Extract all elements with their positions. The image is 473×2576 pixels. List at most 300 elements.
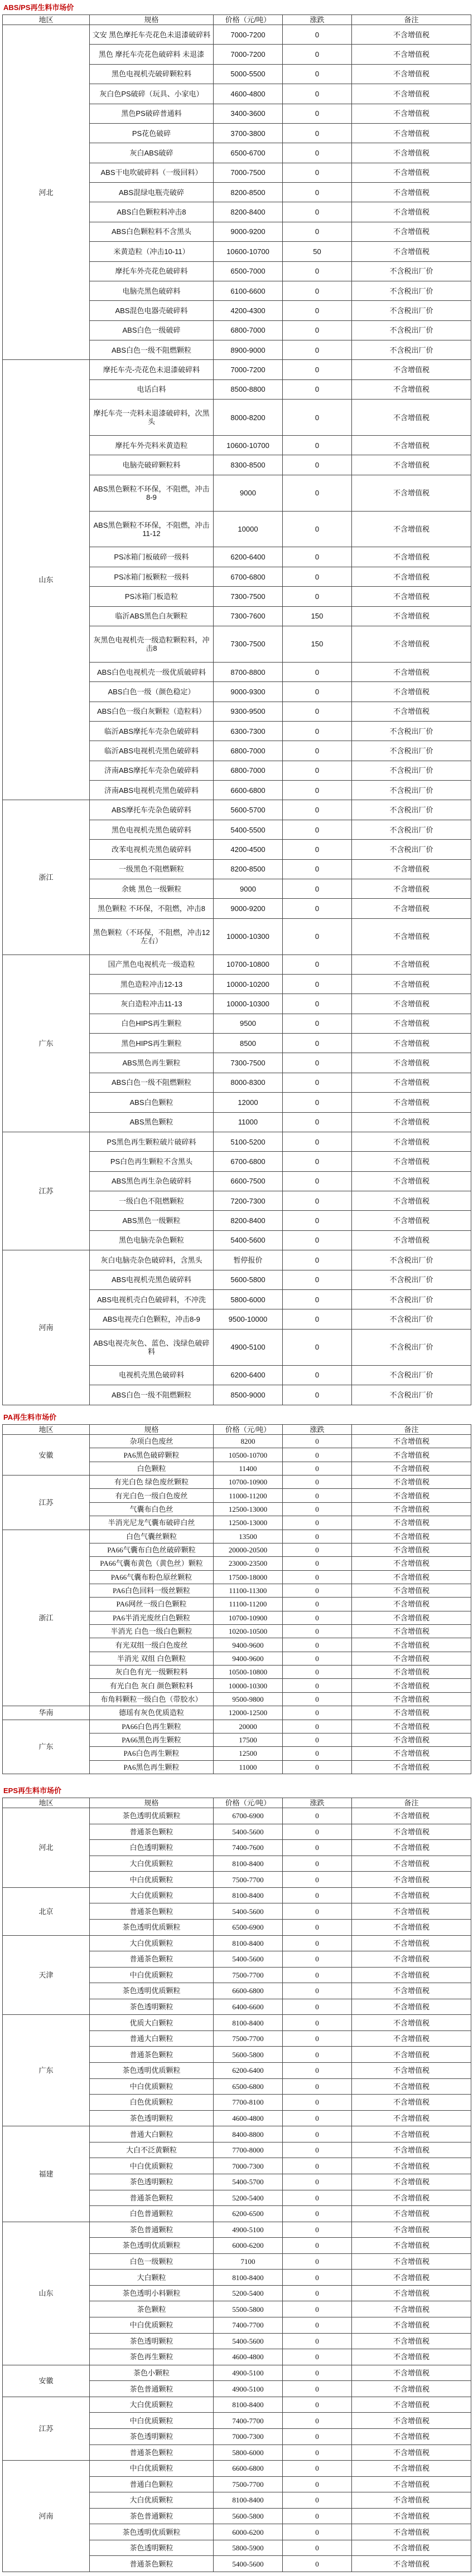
change-cell: 0 (283, 1935, 352, 1951)
note-cell: 不含增值税 (352, 2524, 471, 2540)
change-cell: 0 (283, 1385, 352, 1405)
note-cell: 不含增值税 (352, 1489, 471, 1502)
note-cell: 不含增值税 (352, 2476, 471, 2492)
change-cell: 0 (283, 1309, 352, 1329)
spec-cell: 茶色透明颗粒 (90, 2174, 214, 2190)
spec-cell: 普通茶色颗粒 (90, 1824, 214, 1840)
change-cell: 0 (283, 2524, 352, 2540)
price-cell: 8100-8400 (214, 2270, 283, 2286)
spec-cell: ABS白色一级破碎 (90, 320, 214, 340)
spec-cell: 米黄造粒（冲击10-11） (90, 242, 214, 261)
spec-cell: 改苯电视机壳黑色破碎料 (90, 840, 214, 859)
spec-cell: 茶色透明优质颗粒 (90, 1983, 214, 1999)
price-cell: 7300-7600 (214, 606, 283, 626)
price-cell: 9000 (214, 475, 283, 511)
table-row (3, 800, 471, 820)
change-cell: 0 (283, 104, 352, 123)
spec-cell: ABS白色一级不阻燃颗粒 (90, 1385, 214, 1405)
region-cell: 广东 (3, 2015, 90, 2126)
spec-cell: 普通白色颗粒 (90, 2476, 214, 2492)
change-cell: 0 (283, 1250, 352, 1270)
table-row (3, 955, 471, 974)
spec-cell: 摩托车外壳料米黄造粒 (90, 435, 214, 455)
spec-cell: ABS白色一级白灰颗粒（造粒料） (90, 702, 214, 721)
spec-cell: ABS白色电视机壳一级优质破碎料 (90, 662, 214, 681)
region-cell: 广东 (3, 955, 90, 1132)
note-cell: 不含增值税 (352, 84, 471, 104)
change-cell: 0 (283, 994, 352, 1014)
price-cell: 9500-9800 (214, 1692, 283, 1706)
price-cell: 9400-9600 (214, 1638, 283, 1652)
price-cell: 6500-6700 (214, 143, 283, 163)
spec-cell: 临沂ABS黑色白灰颗粒 (90, 606, 214, 626)
note-cell: 不含增值税 (352, 1112, 471, 1132)
spec-cell: ABS混绿电瓶壳破碎 (90, 183, 214, 202)
note-cell: 不含增值税 (352, 511, 471, 547)
spec-cell: ABS电视机壳白色破碎料，不冲洗 (90, 1289, 214, 1309)
note-cell: 不含增值税 (352, 435, 471, 455)
section-title: PA再生料市场价 (3, 1413, 57, 1421)
change-cell: 0 (283, 25, 352, 45)
price-cell: 20000-20500 (214, 1543, 283, 1556)
change-cell: 0 (283, 1679, 352, 1692)
spec-cell: 白色一级颗粒 (90, 2253, 214, 2270)
note-cell: 不含增值税 (352, 202, 471, 222)
table-row (3, 2126, 471, 2142)
price-cell: 10200-10500 (214, 1625, 283, 1638)
table-row (3, 360, 471, 379)
note-cell: 不含增值税 (352, 1530, 471, 1543)
table-row (3, 1706, 471, 1720)
note-cell: 不含增值税 (352, 1983, 471, 1999)
spec-cell: 国产黑色电视机壳一级造粒 (90, 955, 214, 974)
note-cell: 不含税出厂价 (352, 281, 471, 300)
note-cell: 不含增值税 (352, 400, 471, 436)
price-cell: 7500-7700 (214, 1872, 283, 1888)
note-cell: 不含税出厂价 (352, 741, 471, 761)
spec-cell: 临沂ABS电视机壳黑色破碎料 (90, 741, 214, 761)
spec-cell: 白色普通颗粒 (90, 2206, 214, 2222)
note-cell: 不含增值税 (352, 379, 471, 399)
spec-cell: 灰白色PS破碎（玩具、小家电） (90, 84, 214, 104)
spec-cell: PA66白色再生颗粒 (90, 1720, 214, 1733)
price-cell: 6200-6400 (214, 2063, 283, 2079)
note-cell: 不含增值税 (352, 1999, 471, 2015)
price-cell: 6500-6800 (214, 2078, 283, 2095)
spec-cell: 大白优质颗粒 (90, 2397, 214, 2413)
spec-cell: 普通茶色颗粒 (90, 2444, 214, 2461)
change-cell: 0 (283, 1611, 352, 1624)
spec-cell: ABS白色一级不阻燃颗粒 (90, 1073, 214, 1092)
price-cell: 5800-6000 (214, 1289, 283, 1309)
change-cell: 0 (283, 1666, 352, 1679)
note-cell: 不含增值税 (352, 1570, 471, 1584)
change-cell: 0 (283, 1329, 352, 1365)
note-cell: 不含增值税 (352, 104, 471, 123)
price-header: 价格（元/吨） (214, 1425, 283, 1435)
table-body (3, 1435, 471, 1774)
change-cell: 0 (283, 820, 352, 839)
note-cell: 不含增值税 (352, 587, 471, 606)
change-cell: 0 (283, 2063, 352, 2079)
spec-cell: PA6半消光废丝白色颗粒 (90, 1611, 214, 1624)
table-row (3, 1250, 471, 1270)
region-cell: 河北 (3, 25, 90, 360)
price-cell: 6700-6800 (214, 567, 283, 586)
spec-cell: 茶色透明颗粒 (90, 2540, 214, 2556)
change-cell: 0 (283, 1448, 352, 1462)
price-cell: 暂停报价 (214, 1250, 283, 1270)
price-cell: 7500-7700 (214, 2476, 283, 2492)
spec-cell: 灰黑色电视机壳一级造粒颗粒料，冲击8 (90, 626, 214, 662)
price-cell: 6800-7000 (214, 761, 283, 780)
spec-cell: ABS白色颗粒 (90, 1093, 214, 1112)
note-cell: 不含增值税 (352, 1171, 471, 1191)
price-cell: 9500-10000 (214, 1309, 283, 1329)
spec-cell: PA6网丝一级白色颗粒 (90, 1598, 214, 1611)
spec-cell: 茶色透明优质颗粒 (90, 2524, 214, 2540)
note-cell: 不含增值税 (352, 1903, 471, 1920)
table-row (3, 2365, 471, 2381)
note-cell: 不含增值税 (352, 163, 471, 182)
note-cell: 不含增值税 (352, 2556, 471, 2572)
abs-ps-price-table (2, 14, 471, 1405)
spec-cell: PA66气囊布粉色原丝颗粒 (90, 1570, 214, 1584)
region-header: 地区 (3, 1798, 90, 1808)
spec-cell: ABS黑色再生杂色破碎料 (90, 1171, 214, 1191)
spec-cell: 黑色造粒冲击12-13 (90, 974, 214, 994)
table-body (3, 1808, 471, 2572)
price-cell: 8400-8800 (214, 2126, 283, 2142)
table-row (3, 25, 471, 45)
change-cell: 0 (283, 1808, 352, 1824)
price-cell: 8500 (214, 1034, 283, 1053)
table-row (3, 1720, 471, 1733)
change-cell: 0 (283, 455, 352, 475)
change-cell: 0 (283, 261, 352, 281)
note-cell: 不含税出厂价 (352, 761, 471, 780)
change-cell: 0 (283, 1132, 352, 1151)
price-cell: 8200-8400 (214, 1211, 283, 1230)
price-cell: 7000-7200 (214, 360, 283, 379)
table-row (3, 1808, 471, 1824)
price-cell: 6600-6800 (214, 1983, 283, 1999)
spec-cell: 有光白色 灰白 颜色颗粒料 (90, 1679, 214, 1692)
price-cell: 5600-5800 (214, 2047, 283, 2063)
region-cell: 浙江 (3, 800, 90, 955)
change-cell: 0 (283, 1112, 352, 1132)
spec-cell: PS冰箱门板颗粒一级料 (90, 567, 214, 586)
note-cell: 不含增值税 (352, 1720, 471, 1733)
price-cell: 4900-5100 (214, 1329, 283, 1365)
price-cell: 7300-7500 (214, 587, 283, 606)
change-cell: 0 (283, 1034, 352, 1053)
region-cell: 安徽 (3, 1435, 90, 1476)
change-cell: 0 (283, 435, 352, 455)
spec-cell: 白色气囊丝颗粒 (90, 1530, 214, 1543)
region-header: 地区 (3, 15, 90, 25)
change-cell: 0 (283, 2047, 352, 2063)
note-cell: 不含增值税 (352, 2063, 471, 2079)
spec-cell: ABS黑色颗粒不环保，不阻燃，冲击8-9 (90, 475, 214, 511)
note-cell: 不含增值税 (352, 2030, 471, 2047)
note-cell: 不含增值税 (352, 2015, 471, 2031)
spec-cell: 半消光尼龙气囊布破碎白丝 (90, 1516, 214, 1530)
price-cell: 4900-5100 (214, 2365, 283, 2381)
table-row (3, 1530, 471, 1543)
spec-cell: 灰白色有光一级颗粒料 (90, 1666, 214, 1679)
spec-cell: 普通茶色颗粒 (90, 1951, 214, 1968)
price-cell: 7200-7300 (214, 1191, 283, 1211)
note-cell: 不含增值税 (352, 2222, 471, 2238)
price-cell: 5600-5800 (214, 2508, 283, 2524)
spec-cell: ABS白色一级不阻燃颗粒 (90, 340, 214, 360)
change-cell: 0 (283, 879, 352, 898)
price-cell: 5600-5700 (214, 800, 283, 820)
change-cell: 0 (283, 1967, 352, 1983)
change-cell: 0 (283, 721, 352, 741)
note-cell: 不含增值税 (352, 222, 471, 241)
table-header (3, 1425, 471, 1435)
change-cell: 0 (283, 899, 352, 918)
table-row (3, 1935, 471, 1951)
eps-price-section (2, 1785, 471, 2572)
spec-cell: PS冰箱门板造粒 (90, 587, 214, 606)
change-cell: 0 (283, 1999, 352, 2015)
change-cell: 150 (283, 606, 352, 626)
price-cell: 11000-11200 (214, 1489, 283, 1502)
spec-cell: 有光白色 绿色废丝颗粒 (90, 1476, 214, 1489)
price-cell: 11000 (214, 1760, 283, 1774)
spec-cell: 大白优质颗粒 (90, 2492, 214, 2509)
price-cell: 10700-10800 (214, 955, 283, 974)
change-cell: 0 (283, 202, 352, 222)
change-cell: 0 (283, 340, 352, 360)
price-cell: 3400-3600 (214, 104, 283, 123)
note-cell: 不含增值税 (352, 25, 471, 45)
change-cell: 0 (283, 1760, 352, 1774)
note-cell: 不含税出厂价 (352, 301, 471, 320)
table-row (3, 2222, 471, 2238)
note-cell: 不含税出厂价 (352, 1309, 471, 1329)
note-cell: 不含增值税 (352, 994, 471, 1014)
spec-cell: PA66气囊布黄色（黄色丝）颗粒 (90, 1557, 214, 1570)
spec-cell: 茶色小颗粒 (90, 2365, 214, 2381)
price-cell: 11000 (214, 1112, 283, 1132)
change-cell: 0 (283, 1919, 352, 1935)
change-cell: 0 (283, 511, 352, 547)
change-cell: 0 (283, 475, 352, 511)
change-cell: 0 (283, 2126, 352, 2142)
change-cell: 0 (283, 1887, 352, 1903)
note-cell: 不含增值税 (352, 1872, 471, 1888)
note-cell: 不含税出厂价 (352, 340, 471, 360)
change-cell: 0 (283, 1093, 352, 1112)
change-cell: 0 (283, 2381, 352, 2397)
change-cell: 0 (283, 974, 352, 994)
change-cell: 0 (283, 2174, 352, 2190)
pa-price-section (2, 1412, 471, 1774)
note-cell: 不含增值税 (352, 1516, 471, 1530)
price-cell: 8900-9000 (214, 340, 283, 360)
spec-cell: 普通大白颗粒 (90, 2126, 214, 2142)
change-cell: 0 (283, 360, 352, 379)
region-cell: 江苏 (3, 2397, 90, 2460)
note-cell: 不含增值税 (352, 1919, 471, 1935)
spec-cell: 电话白料 (90, 379, 214, 399)
note-cell: 不含增值税 (352, 2397, 471, 2413)
price-cell: 9000-9300 (214, 682, 283, 702)
spec-cell: 灰白造粒冲击11-13 (90, 994, 214, 1014)
price-cell: 10000-10300 (214, 1679, 283, 1692)
note-cell: 不含增值税 (352, 567, 471, 586)
change-cell: 0 (283, 2078, 352, 2095)
spec-header: 规格 (90, 15, 214, 25)
change-cell: 0 (283, 400, 352, 436)
note-cell: 不含增值税 (352, 2270, 471, 2286)
spec-header: 规格 (90, 1425, 214, 1435)
price-cell: 17500-18000 (214, 1570, 283, 1584)
change-cell: 0 (283, 1584, 352, 1597)
note-cell: 不含增值税 (352, 64, 471, 84)
change-cell: 0 (283, 1489, 352, 1502)
change-cell: 0 (283, 1983, 352, 1999)
price-cell: 13500 (214, 1530, 283, 1543)
change-cell: 0 (283, 1516, 352, 1530)
note-cell: 不含增值税 (352, 1053, 471, 1073)
spec-header: 规格 (90, 1798, 214, 1808)
spec-cell: PA66黑色再生颗粒 (90, 1733, 214, 1746)
note-cell: 不含增值税 (352, 1557, 471, 1570)
region-cell: 山东 (3, 360, 90, 800)
change-cell: 0 (283, 64, 352, 84)
change-cell: 0 (283, 1365, 352, 1385)
price-cell: 5500-5800 (214, 2301, 283, 2317)
note-cell: 不含税出厂价 (352, 800, 471, 820)
price-cell: 6800-7000 (214, 320, 283, 340)
change-cell: 0 (283, 1289, 352, 1309)
note-cell: 不含增值税 (352, 2444, 471, 2461)
change-cell: 0 (283, 567, 352, 586)
spec-cell: PS黑色再生颗粒破片破碎料 (90, 1132, 214, 1151)
price-cell: 8500-9000 (214, 1385, 283, 1405)
change-cell: 0 (283, 2444, 352, 2461)
price-cell: 7400-7700 (214, 2413, 283, 2429)
price-cell: 7500-7700 (214, 2030, 283, 2047)
price-cell: 12500-13000 (214, 1516, 283, 1530)
note-cell: 不含增值税 (352, 2190, 471, 2206)
spec-cell: 布角料颗粒一级白色（带胶水） (90, 1692, 214, 1706)
change-cell: 0 (283, 2333, 352, 2349)
change-cell: 0 (283, 1598, 352, 1611)
spec-cell: 中白优质颗粒 (90, 1872, 214, 1888)
change-cell: 0 (283, 2397, 352, 2413)
note-cell: 不含增值税 (352, 2301, 471, 2317)
note-cell: 不含增值税 (352, 955, 471, 974)
price-cell: 8300-8500 (214, 455, 283, 475)
spec-cell: 大白颗粒 (90, 2270, 214, 2286)
price-cell: 7300-7500 (214, 626, 283, 662)
change-cell: 0 (283, 2540, 352, 2556)
note-cell: 不含增值税 (352, 606, 471, 626)
spec-cell: 有光白色一级白色废丝 (90, 1489, 214, 1502)
table-row (3, 1887, 471, 1903)
spec-cell: PS白色再生颗粒不含黑头 (90, 1152, 214, 1171)
spec-cell: 白色HIPS再生颗粒 (90, 1014, 214, 1033)
change-cell: 0 (283, 1502, 352, 1516)
spec-cell: 电脑壳黑色破碎料 (90, 281, 214, 300)
header-row (3, 15, 471, 25)
price-cell: 11100-11300 (214, 1584, 283, 1597)
spec-cell: 有光双组一级白色废丝 (90, 1638, 214, 1652)
change-cell: 0 (283, 2270, 352, 2286)
note-cell: 不含增值税 (352, 1824, 471, 1840)
note-cell: 不含增值税 (352, 1733, 471, 1746)
spec-cell: 茶色透明优质颗粒 (90, 2238, 214, 2254)
change-cell: 0 (283, 682, 352, 702)
price-cell: 8700-8800 (214, 662, 283, 681)
note-cell: 不含增值税 (352, 1073, 471, 1092)
price-cell: 9300-9500 (214, 702, 283, 721)
note-cell: 不含税出厂价 (352, 820, 471, 839)
change-cell: 0 (283, 2110, 352, 2126)
price-cell: 6200-6400 (214, 1365, 283, 1385)
region-cell: 河南 (3, 2461, 90, 2572)
note-cell: 不含税出厂价 (352, 1250, 471, 1270)
change-cell: 0 (283, 84, 352, 104)
spec-cell: 茶色透明小料颗粒 (90, 2285, 214, 2301)
spec-cell: 茶色透明优质颗粒 (90, 1919, 214, 1935)
price-cell: 7000-7500 (214, 163, 283, 182)
note-cell: 不含增值税 (352, 2333, 471, 2349)
price-cell: 10000-10300 (214, 994, 283, 1014)
spec-cell: 茶色透明颗粒 (90, 2333, 214, 2349)
price-cell: 4900-5100 (214, 2222, 283, 2238)
note-cell: 不含增值税 (352, 2508, 471, 2524)
change-cell: 0 (283, 1720, 352, 1733)
note-cell: 不含增值税 (352, 1093, 471, 1112)
change-cell: 0 (283, 2190, 352, 2206)
spec-cell: 优质大白颗粒 (90, 2015, 214, 2031)
note-cell: 不含增值税 (352, 1476, 471, 1489)
table-row (3, 2461, 471, 2477)
note-cell: 不含税出厂价 (352, 1385, 471, 1405)
change-cell: 0 (283, 222, 352, 241)
price-cell: 4200-4500 (214, 840, 283, 859)
note-cell: 不含增值税 (352, 1502, 471, 1516)
note-cell: 不含税出厂价 (352, 320, 471, 340)
note-cell: 不含增值税 (352, 2365, 471, 2381)
section-title: ABS/PS再生料市场价 (3, 3, 74, 12)
spec-cell: 白色颗粒 (90, 1462, 214, 1475)
note-cell: 不含增值税 (352, 2174, 471, 2190)
note-cell: 不含增值税 (352, 2317, 471, 2334)
note-cell: 不含增值税 (352, 2110, 471, 2126)
change-cell: 0 (283, 2413, 352, 2429)
change-cell: 150 (283, 626, 352, 662)
change-cell: 0 (283, 1462, 352, 1475)
price-cell: 7700-8100 (214, 2095, 283, 2111)
header-row (3, 1425, 471, 1435)
price-cell: 7400-7600 (214, 1840, 283, 1856)
price-cell: 5100-5200 (214, 1132, 283, 1151)
price-cell: 3700-3800 (214, 123, 283, 143)
price-header: 价格（元/吨） (214, 15, 283, 25)
price-cell: 4600-4800 (214, 84, 283, 104)
note-cell: 不含增值税 (352, 1191, 471, 1211)
note-cell: 不含增值税 (352, 1014, 471, 1033)
price-cell: 9000-9200 (214, 899, 283, 918)
